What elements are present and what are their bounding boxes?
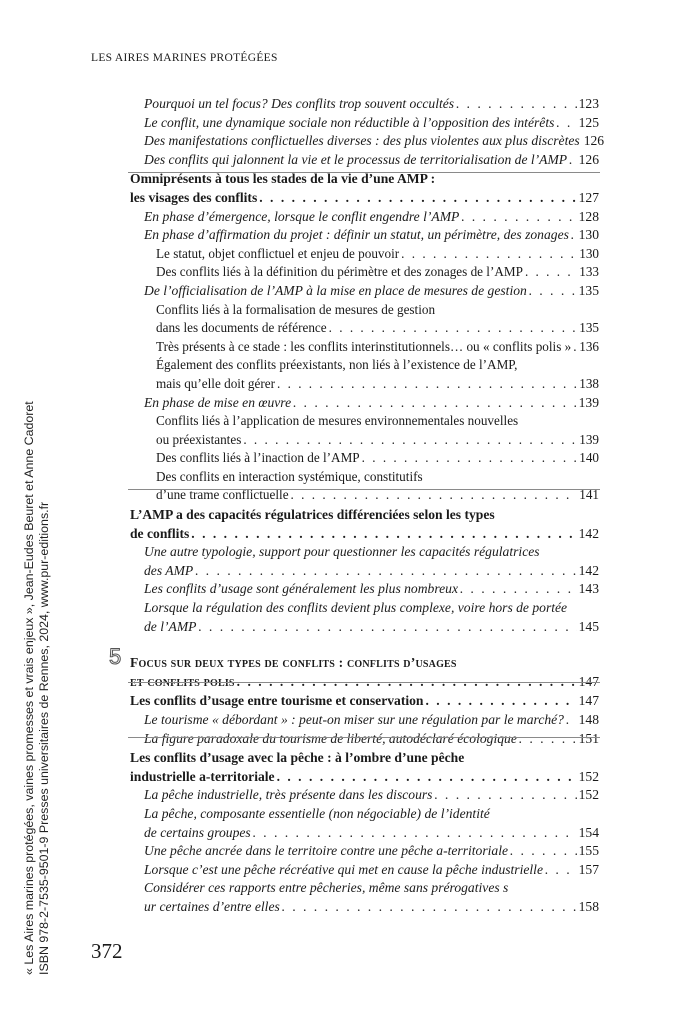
toc-entry-page: 126 <box>578 151 599 167</box>
toc-entry <box>130 543 599 580</box>
toc-entry <box>130 879 599 916</box>
toc-entry <box>130 749 599 786</box>
toc-entry-page: 142 <box>578 562 599 578</box>
toc-entry-page: 133 <box>579 264 599 280</box>
toc-entry-page: 130 <box>579 245 599 261</box>
toc-entry-title: des AMP <box>144 562 194 578</box>
toc-entry-title: Les conflits d’usage entre tourisme et conservation <box>130 693 424 709</box>
toc-entry-title: de conflits <box>130 525 190 541</box>
toc-entry-title: Des conflits liés à la définition du périmètre et des zonages de l’AMP <box>156 264 523 280</box>
toc-entry <box>130 861 599 880</box>
leader-dots <box>456 95 577 114</box>
toc-entry-page: 152 <box>578 787 599 803</box>
toc-entry-title: Très présents à ce stade : les conflits interinstitutionnels… ou « conflits polis » <box>156 338 572 354</box>
leader-dots <box>510 842 577 861</box>
toc-entry-title: d’une trame conflictuelle <box>156 487 289 503</box>
leader-dots <box>259 189 576 208</box>
toc-entry <box>130 692 599 711</box>
leader-dots <box>329 319 578 338</box>
toc-entry-page: 154 <box>578 824 599 840</box>
toc-entry <box>130 599 599 636</box>
toc-entry-page: 148 <box>578 712 599 727</box>
toc-entry-title: Le conflit, une dynamique sociale non réductible à l’opposition des intérêts <box>144 114 555 130</box>
toc-entry-title: ou préexistantes <box>156 431 242 447</box>
leader-dots <box>525 263 577 282</box>
toc-entry <box>130 580 599 599</box>
leader-dots <box>519 730 577 749</box>
leader-dots <box>195 562 576 581</box>
toc-entry <box>130 786 599 805</box>
toc-entry <box>130 263 599 282</box>
leader-dots <box>545 861 577 880</box>
leader-dots <box>293 394 577 413</box>
toc-entry-title-line: Les conflits d’usage avec la pêche : à l’ombre d’une pêche <box>130 750 465 766</box>
toc-section-5-entries <box>130 692 599 916</box>
toc-entry-page: 126 <box>583 133 605 149</box>
toc-entry-title: Le tourisme « débordant » : peut-on miser sur une régulation par le marché? <box>144 712 564 727</box>
leader-dots <box>277 375 577 394</box>
toc-entry-title: Lorsque c’est une pêche récréative qui met en cause la pêche industrielle <box>144 861 543 877</box>
chapter-5-heading <box>109 644 599 691</box>
leader-dots <box>460 580 577 599</box>
toc-entry-page: 125 <box>578 114 599 130</box>
toc-entry <box>130 226 599 245</box>
toc-entry-page: 136 <box>579 338 599 354</box>
sidebar-line-2: ISBN 978-2-7535-9501-9 Presses universitaires de Rennes, 2024, www.pur-editions.fr <box>37 501 51 975</box>
toc-entry-page: 151 <box>578 730 599 746</box>
toc-entry-title: Des conflits liés à l’inaction de l’AMP <box>156 450 360 466</box>
toc-entry-page: 127 <box>578 189 599 205</box>
toc-entry-title: Des manifestations conflictuelles diverses : des plus violentes aux plus discrètes <box>144 133 580 149</box>
toc-entry-page: 139 <box>578 394 599 410</box>
leader-dots <box>253 824 577 843</box>
sidebar-line-1: « Les Aires marines protégées, vaines promesses et vrais enjeux », Jean-Eudes Beuret et Anne Cadoret <box>22 401 36 975</box>
toc-entry <box>130 730 599 749</box>
table-of-contents <box>109 95 605 917</box>
toc-entry <box>130 468 599 505</box>
toc-entry-title-line: La pêche, composante essentielle (non négociable) de l’identité <box>144 805 490 821</box>
toc-entry <box>130 245 599 264</box>
leader-dots <box>569 151 577 170</box>
leader-dots <box>401 245 577 264</box>
toc-entry-page: 123 <box>578 96 599 111</box>
toc-entry-title-line: Conflits liés à la formalisation de mesures de gestion <box>156 301 436 317</box>
toc-entry-page: 141 <box>579 487 599 503</box>
leader-dots <box>573 338 577 357</box>
toc-entry <box>130 412 599 449</box>
page-number: 372 <box>91 939 123 963</box>
toc-entry-title: Pourquoi un tel focus? Des conflits trop souvent occultés <box>144 96 455 111</box>
toc-entry-page: 135 <box>579 320 599 336</box>
toc-entry-title: de certains groupes <box>144 824 251 840</box>
toc-entry-page: 143 <box>578 581 599 597</box>
toc-entry-title: Une pêche ancrée dans le territoire contre une pêche a-territoriale <box>144 843 509 859</box>
leader-dots <box>529 282 577 301</box>
leader-dots <box>571 226 577 245</box>
toc-entry-title: Le statut, objet conflictuel et enjeu de pouvoir <box>156 245 400 261</box>
toc-entry-title-line: Des conflits en interaction systémique, constitutifs <box>156 468 423 484</box>
toc-entry <box>130 356 599 393</box>
toc-entry-title-line: L’AMP a des capacités régulatrices différenciées selon les types <box>130 507 495 523</box>
toc-entry-title: industrielle a-territoriale <box>130 768 275 784</box>
toc-entry-title: En phase de mise en œuvre <box>144 394 292 410</box>
toc-entry-page: 128 <box>578 208 599 224</box>
toc-entry-page: 147 <box>578 693 599 709</box>
divider-line <box>128 737 600 738</box>
toc-entry-page: 157 <box>578 861 599 877</box>
toc-entry-page: 138 <box>579 375 599 391</box>
toc-entry <box>130 711 599 730</box>
leader-dots <box>566 711 577 730</box>
toc-entry-title-line: Considérer ces rapports entre pêcheries, même sans prérogatives s <box>144 880 509 896</box>
chapter-page: 147 <box>578 673 599 689</box>
toc-entry-title-line: Lorsque la régulation des conflits devient plus complexe, voire hors de portée <box>144 600 568 616</box>
toc-entry-page: 152 <box>578 768 599 784</box>
toc-entry-title: ur certaines d’entre elles <box>144 898 280 914</box>
toc-entry-title: dans les documents de référence <box>156 320 327 336</box>
toc-entry <box>130 301 599 338</box>
toc-entry <box>130 338 599 357</box>
toc-entry-title: mais qu’elle doit gérer <box>156 375 276 391</box>
toc-entry <box>130 170 599 207</box>
chapter-title-last-line: et conflits polis <box>130 673 235 689</box>
leader-dots <box>277 768 577 787</box>
toc-entry-page: 155 <box>578 843 599 859</box>
leader-dots <box>434 786 576 805</box>
toc-entry <box>130 506 599 543</box>
leader-dots <box>556 114 576 133</box>
toc-entry <box>130 449 599 468</box>
divider-line <box>128 172 600 173</box>
toc-entry-title: de l’AMP <box>144 618 197 634</box>
toc-entry <box>130 151 599 170</box>
toc-entry-title-line: Une autre typologie, support pour questionner les capacités régulatrices <box>144 544 540 560</box>
toc-entry-page: 139 <box>579 431 599 447</box>
toc-entry-title: La figure paradoxale du tourisme de liberté, autodéclaré écologique <box>144 730 517 746</box>
toc-entry-title: De l’officialisation de l’AMP à la mise en place de mesures de gestion <box>144 282 527 298</box>
divider-line <box>128 489 600 490</box>
leader-dots <box>362 449 578 468</box>
leader-dots <box>282 898 577 917</box>
toc-entry-title: les visages des conflits <box>130 189 258 205</box>
leader-dots <box>243 431 577 450</box>
divider-line <box>128 682 600 683</box>
toc-entry-title: La pêche industrielle, très présente dans les discours <box>144 787 433 803</box>
leader-dots <box>461 208 576 227</box>
toc-entry-page: 140 <box>579 450 599 466</box>
toc-entry-page: 158 <box>578 898 599 914</box>
toc-entry-page: 145 <box>578 618 599 634</box>
toc-entry <box>130 842 599 861</box>
toc-section-4-entries <box>130 95 605 636</box>
toc-entry-page: 142 <box>578 525 599 541</box>
toc-entry-title-line: Omniprésents à tous les stades de la vie d’une AMP : <box>130 171 436 187</box>
chapter-number: 5 <box>109 644 122 670</box>
toc-entry <box>130 95 599 114</box>
toc-entry-title: En phase d’émergence, lorsque le conflit engendre l’AMP <box>144 208 460 224</box>
leader-dots <box>198 618 576 637</box>
running-head: LES AIRES MARINES PROTÉGÉES <box>91 52 278 64</box>
copyright-sidebar <box>22 55 52 975</box>
toc-entry-page: 135 <box>578 282 599 298</box>
toc-entry-title-line: Conflits liés à l’application de mesures environnementales nouvelles <box>156 413 519 429</box>
toc-entry <box>130 282 599 301</box>
toc-entry <box>130 394 599 413</box>
toc-entry <box>130 208 599 227</box>
toc-entry-title: En phase d’affirmation du projet : définir un statut, un périmètre, des zonages <box>144 227 569 243</box>
toc-entry-title: Des conflits qui jalonnent la vie et le processus de territorialisation de l’AMP <box>144 151 568 167</box>
toc-entry-title-line: Également des conflits préexistants, non liés à l’existence de l’AMP, <box>156 357 518 373</box>
toc-entry-title: Les conflits d’usage sont généralement les plus nombreux <box>144 581 458 597</box>
chapter-title-line: Focus sur deux types de conflits : conflits d’usages <box>130 655 457 671</box>
leader-dots <box>425 692 576 711</box>
toc-entry <box>130 114 599 133</box>
leader-dots <box>191 525 576 544</box>
toc-entry-page: 130 <box>578 227 599 243</box>
toc-entry <box>130 132 605 151</box>
toc-entry <box>130 805 599 842</box>
